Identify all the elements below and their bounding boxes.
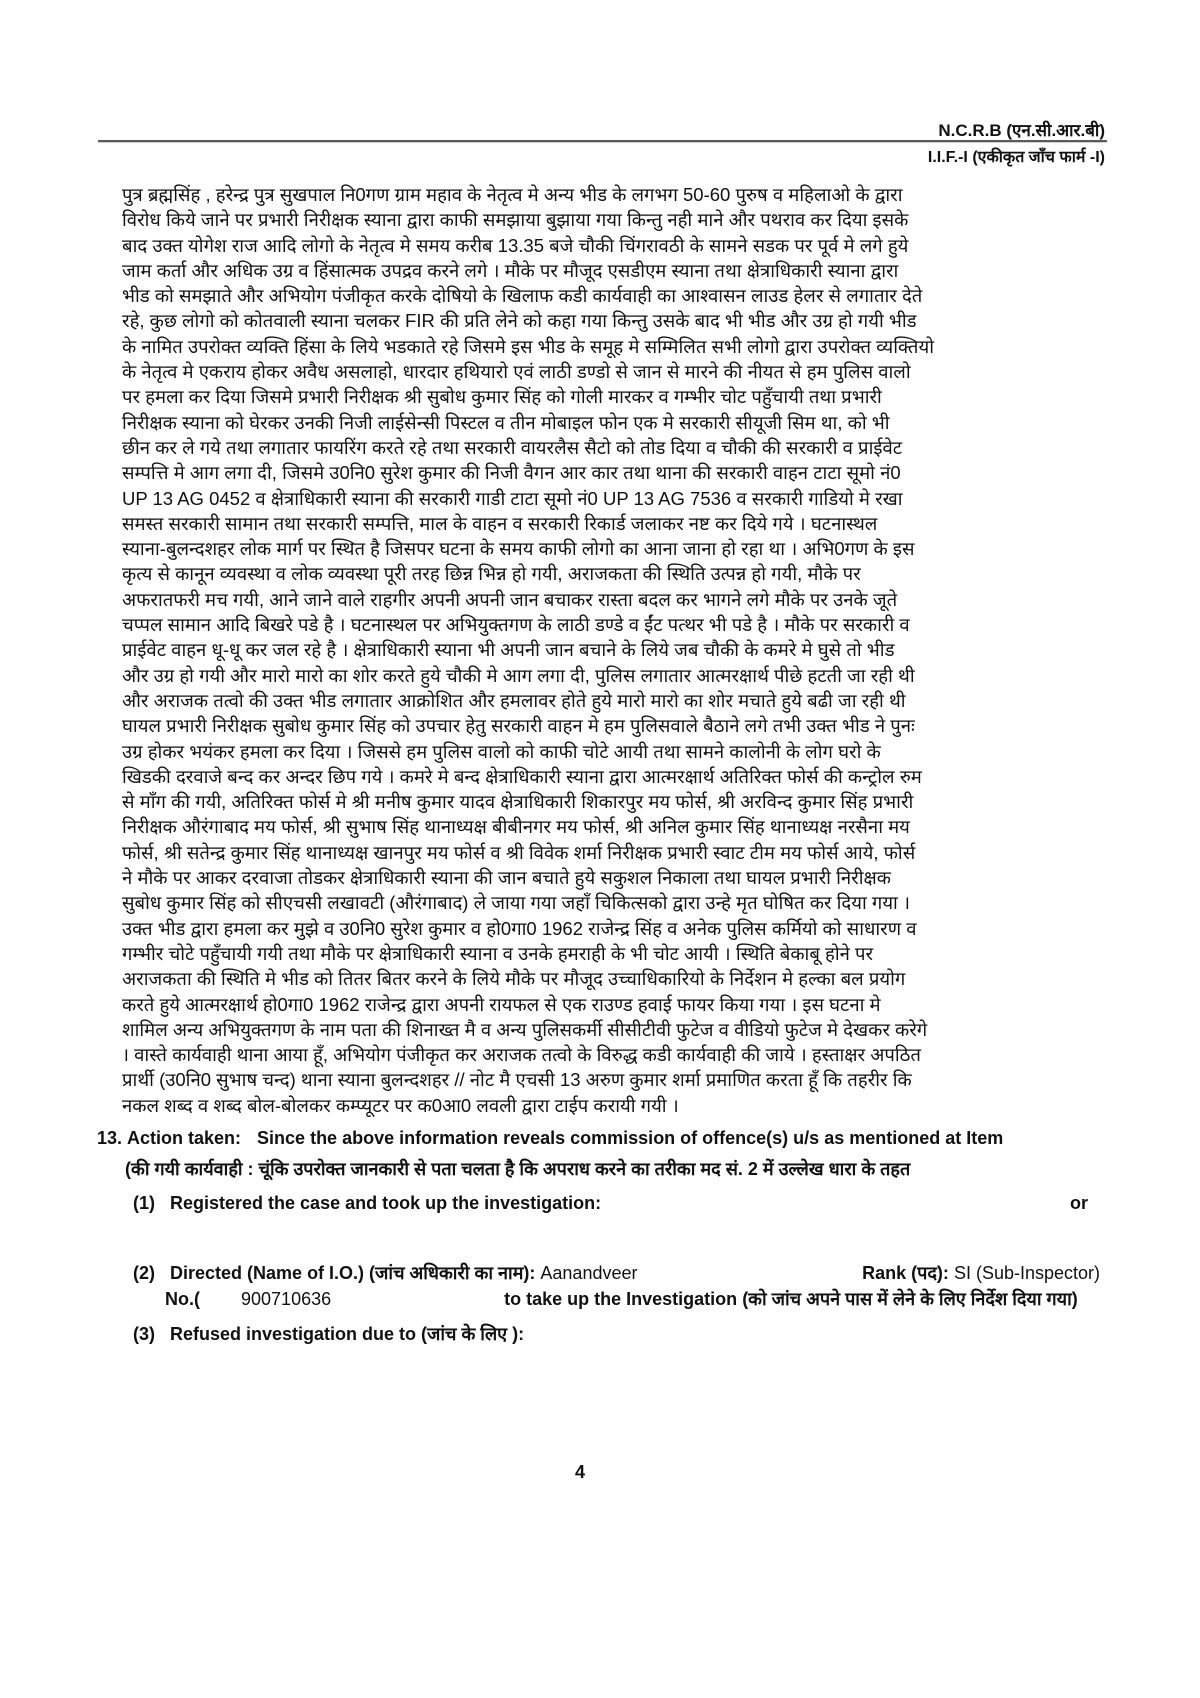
fir-text-line: पर हमला कर दिया जिसमे प्रभारी निरीक्षक श्री सुबोध कुमार सिंह को गोली मारकर व गम्भीर चोट पहुँचायी तथा प्रभारी [122,386,882,408]
fir-text-line: सुबोध कुमार सिंह को सीएचसी लखावटी (औरंगाबाद) ले जाया गया जहाँ चिकित्सको द्वारा उन्हे मृत घोषित कर दिया गया । [122,892,910,914]
fir-text-line: जाम कर्ता और अधिक उग्र व हिंसात्मक उपद्रव करने लगे । मौके पर मौजूद एसडीएम स्याना तथा क्षेत्राधिकारी स्याना द्वारा [122,259,899,281]
registered-case-label: Registered the case and took up the investigation: [170,1193,602,1213]
fir-text-line: अफरातफरी मच गयी, आने जाने वाले राहगीर अपनी अपनी जान बचाकर रास्ता बदल कर भागने लगे मौके पर उनके जूते [122,588,898,610]
action-item-registered [133,1191,1100,1215]
fir-text-line: समस्त सरकारी सामान तथा सरकारी सम्पत्ति, माल के वाहन व सरकारी रिकार्ड जलाकर नष्ट कर दिये गये । घटनास्थल [122,512,878,534]
fir-text-line: से माँग की गयी, अतिरिक्त फोर्स मे श्री मनीष कुमार यादव क्षेत्राधिकारी शिकारपुर मय फोर्स, श्री अरविन्द कुमार सिंह प्रभारी [122,791,914,813]
fir-text-line: प्राईवेट वाहन धू-धू कर जल रहे है । क्षेत्राधिकारी स्याना भी अपनी जान बचाने के लिये जब चौकी के कमरे मे घुसे तो भीड [122,639,895,661]
action-item-directed [133,1261,1100,1285]
fir-text-line: और उग्र हो गयी और मारो मारो का शोर करते हुये चौकी मे आग लगा दी, पुलिस लगातार आत्मरक्षार्थ पीछे हटती जा रही थी [122,664,915,686]
directed-io-label: Directed (Name of I.O.) (जांच अधिकारी का नाम): [170,1263,536,1283]
fir-text-line: नकल शब्द व शब्द बोल-बोलकर कम्प्यूटर पर क0आ0 लवली द्वारा टाईप करायी गयी । [122,1094,679,1116]
fir-text-line: स्याना-बुलन्दशहर लोक मार्ग पर स्थित है जिसपर घटना के समय काफी लोगो का आना जाना हो रहा था । अभि0गण के इस [122,538,915,560]
rank-block [862,1261,1100,1285]
or-label: or [1070,1193,1088,1213]
action-taken-text-en: Since the above information reveals commission of offence(s) u/s as mentioned at Item [257,1128,1004,1148]
fir-text-line: के नामित उपरोक्त व्यक्ति हिंसा के लिये भडकाते रहे जिसमे इस भीड के समूह मे सम्मिलित सभी लोगो द्वारा उपरोक्त व्यक्तियो [122,335,934,357]
item3-number: (3) [133,1324,155,1344]
action-heading [97,1126,1100,1150]
fir-text-line: रहे, कुछ लोगो को कोतवाली स्याना चलकर FIR की प्रति लेने को कहा गया किन्तु उसके बाद भी भीड और उग्र हो गयी भीड [122,310,917,332]
refused-investigation-label: Refused investigation due to (जांच के लिए ): [170,1324,525,1344]
fir-text-line: कृत्य से कानून व्यवस्था व लोक व्यवस्था पूरी तरह छिन्न भिन्न हो गयी, अराजकता की स्थिति उत्पन्न हो गयी, मौके पर [122,563,861,585]
header-ncrb-label: N.C.R.B (एन.सी.आर.बी) [938,121,1105,140]
io-number-value: 900710636 [241,1289,332,1309]
fir-text-line: बाद उक्त योगेश राज आदि लोगो के नेतृत्व मे समय करीब 13.35 बजे चौकी चिंगरावठी के सामने सडक पर पूर्व मे लगे हुये [122,234,909,256]
fir-text-line: निरीक्षक औरंगाबाद मय फोर्स, श्री सुभाष सिंह थानाध्यक्ष बीबीनगर मय फोर्स, श्री अनिल कुमार सिंह थानाध्यक्ष नरसैना मय [122,816,910,838]
fir-text-line: UP 13 AG 0452 व क्षेत्राधिकारी स्याना की सरकारी गाडी टाटा सूमो नं0 UP 13 AG 7536 व सरकारी गाडियो मे रखा [122,487,903,509]
fir-text-line: छीन कर ले गये तथा लगातार फायरिंग करते रहे तथा सरकारी वायरलैस सैटो को तोड दिया व चौकी की सरकारी व प्राईवेट [122,436,903,458]
page-number: 4 [574,1462,585,1482]
action-taken-label: Action taken: [127,1128,242,1148]
item1-number: (1) [133,1193,155,1213]
fir-text-line: अराजकता की स्थिति मे भीड को तितर बितर करने के लिये मौके पर मौजूद उच्चाधिकारियो के निर्देशन मे हल्का बल प्रयोग [122,968,906,990]
fir-text-line: शामिल अन्य अभियुक्तगण के नाम पता की शिनाख्त मै व अन्य पुलिसकर्मी सीसीटीवी फुटेज व वीडियो फुटेज मे देखकर करेगे [122,1018,928,1040]
action-item-number: 13. [97,1128,123,1148]
io-number-line [165,1287,1100,1311]
rank-value: SI (Sub-Inspector) [953,1263,1100,1283]
fir-text-line: विरोध किये जाने पर प्रभारी निरीक्षक स्याना द्वारा काफी समझाया बुझाया गया किन्तु नही माने और पथराव कर दिया इसके [122,209,909,231]
fir-text-line: फोर्स, श्री सतेन्द्र कुमार सिंह थानाध्यक्ष खानपुर मय फोर्स व श्री विवेक शर्मा निरीक्षक प्रभारी स्वाट टीम मय फोर्स आये, फोर्स [122,841,916,863]
io-number-label: No.( [165,1289,200,1309]
action-taken-section [97,1126,1100,1346]
fir-text-line: पुत्र ब्रह्मसिंह , हरेन्द्र पुत्र सुखपाल नि0गण ग्राम महाव के नेतृत्व मे अन्य भीड के लगभग 50-60 पुरुष व महिलाओ के द्वारा [122,184,903,205]
fir-text-line: ने मौके पर आकर दरवाजा तोडकर क्षेत्राधिकारी स्याना की जान बचाते हुये सकुशल निकाला तथा घायल प्रभारी निरीक्षक [122,867,891,889]
fir-text-line: गम्भीर चोटे पहुँचायी गयी तथा मौके पर क्षेत्राधिकारी स्याना व उनके हमराही के भी चोट आयी । स्थिति बेकाबू होने पर [122,942,874,964]
take-up-investigation-label: to take up the Investigation [504,1289,738,1309]
fir-text-line: चप्पल सामान आदि बिखरे पडे है । घटनास्थल पर अभियुक्तगण के लाठी डण्डे व ईंट पत्थर भी पडे है । मौके पर सरकारी व [122,614,910,636]
rank-label: Rank (पद): [862,1263,949,1283]
action-item-refused [133,1322,1100,1346]
fir-text-line: खिडकी दरवाजे बन्द कर अन्दर छिप गये । कमरे मे बन्द क्षेत्राधिकारी स्याना द्वारा आत्मरक्षार्थ अतिरिक्त फोर्स की कन्ट्रोल रुम [122,765,922,787]
action-taken-text-hindi: (की गयी कार्यवाही : चूंकि उपरोक्त जानकारी से पता चलता है कि अपराध करने का तरीका मद सं. 2 में उल्लेख धारा के तहत [125,1159,911,1179]
fir-text-line: उक्त भीड द्वारा हमला कर मुझे व उ0नि0 सुरेश कुमार व हो0गा0 1962 राजेन्द्र सिंह व अनेक पुलिस कर्मियो को साधारण व [122,917,917,939]
fir-text-line: और अराजक तत्वो की उक्त भीड लगातार आक्रोशित और हमलावर होते हुये मारो मारो का शोर मचाते हुये बढी जा रही थी [122,689,906,711]
take-up-investigation-hindi: (को जांच अपने पास में लेने के लिए निर्देश दिया गया) [742,1289,1078,1309]
header-divider [98,140,1107,142]
io-name-value: Aanandveer [540,1263,638,1283]
fir-text-line: के नेतृत्व मे एकराय होकर अवैध असलाहो, धारदार हथियारो एवं लाठी डण्डो से जान से मारने की नीयत से हम पुलिस वालो [122,361,911,383]
fir-text-line: प्रार्थी (उ0नि0 सुभाष चन्द) थाना स्याना बुलन्दशहर // नोट मै एचसी 13 अरुण कुमार शर्मा प्रमाणित करता हूँ कि तहरीर कि [122,1069,912,1091]
item2-number: (2) [133,1263,155,1283]
fir-text-line: । वास्ते कार्यवाही थाना आया हूँ, अभियोग पंजीकृत कर अराजक तत्वो के विरुद्ध कडी कार्यवाही की जाये । हस्ताक्षर अपठित [122,1044,921,1066]
fir-text-line: उग्र होकर भयंकर हमला कर दिया । जिससे हम पुलिस वालो को काफी चोटे आयी तथा सामने कालोनी के लोग घरो के [122,740,881,762]
fir-narrative [122,182,1054,1118]
fir-text-line: भीड को समझाते और अभियोग पंजीकृत करके दोषियो के खिलाफ कडी कार्यवाही का आश्वासन लाउड हेलर से लगातार देते [122,285,923,307]
fir-text-line: निरीक्षक स्याना को घेरकर उनकी निजी लाईसेन्सी पिस्टल व तीन मोबाइल फोन एक मे सरकारी सीयूजी सिम था, को भी [122,411,890,433]
fir-text-line: घायल प्रभारी निरीक्षक सुबोध कुमार सिंह को उपचार हेतु सरकारी वाहन मे हम पुलिसवाले बैठाने लगे तभी उक्त भीड ने पुनः [122,715,915,737]
fir-text-line: सम्पत्ति मे आग लगा दी, जिसमे उ0नि0 सुरेश कुमार की निजी वैगन आर कार तथा थाना की सरकारी वाहन टाटा सूमो नं0 [122,462,901,484]
fir-text-line: करते हुये आत्मरक्षार्थ हो0गा0 1962 राजेन्द्र द्वारा अपनी रायफल से एक राउण्ड हवाई फायर किया गया । इस घटना मे [122,993,881,1015]
header-iif-label: I.I.F.-I (एकीकृत जाँच फार्म -I) [927,149,1105,166]
